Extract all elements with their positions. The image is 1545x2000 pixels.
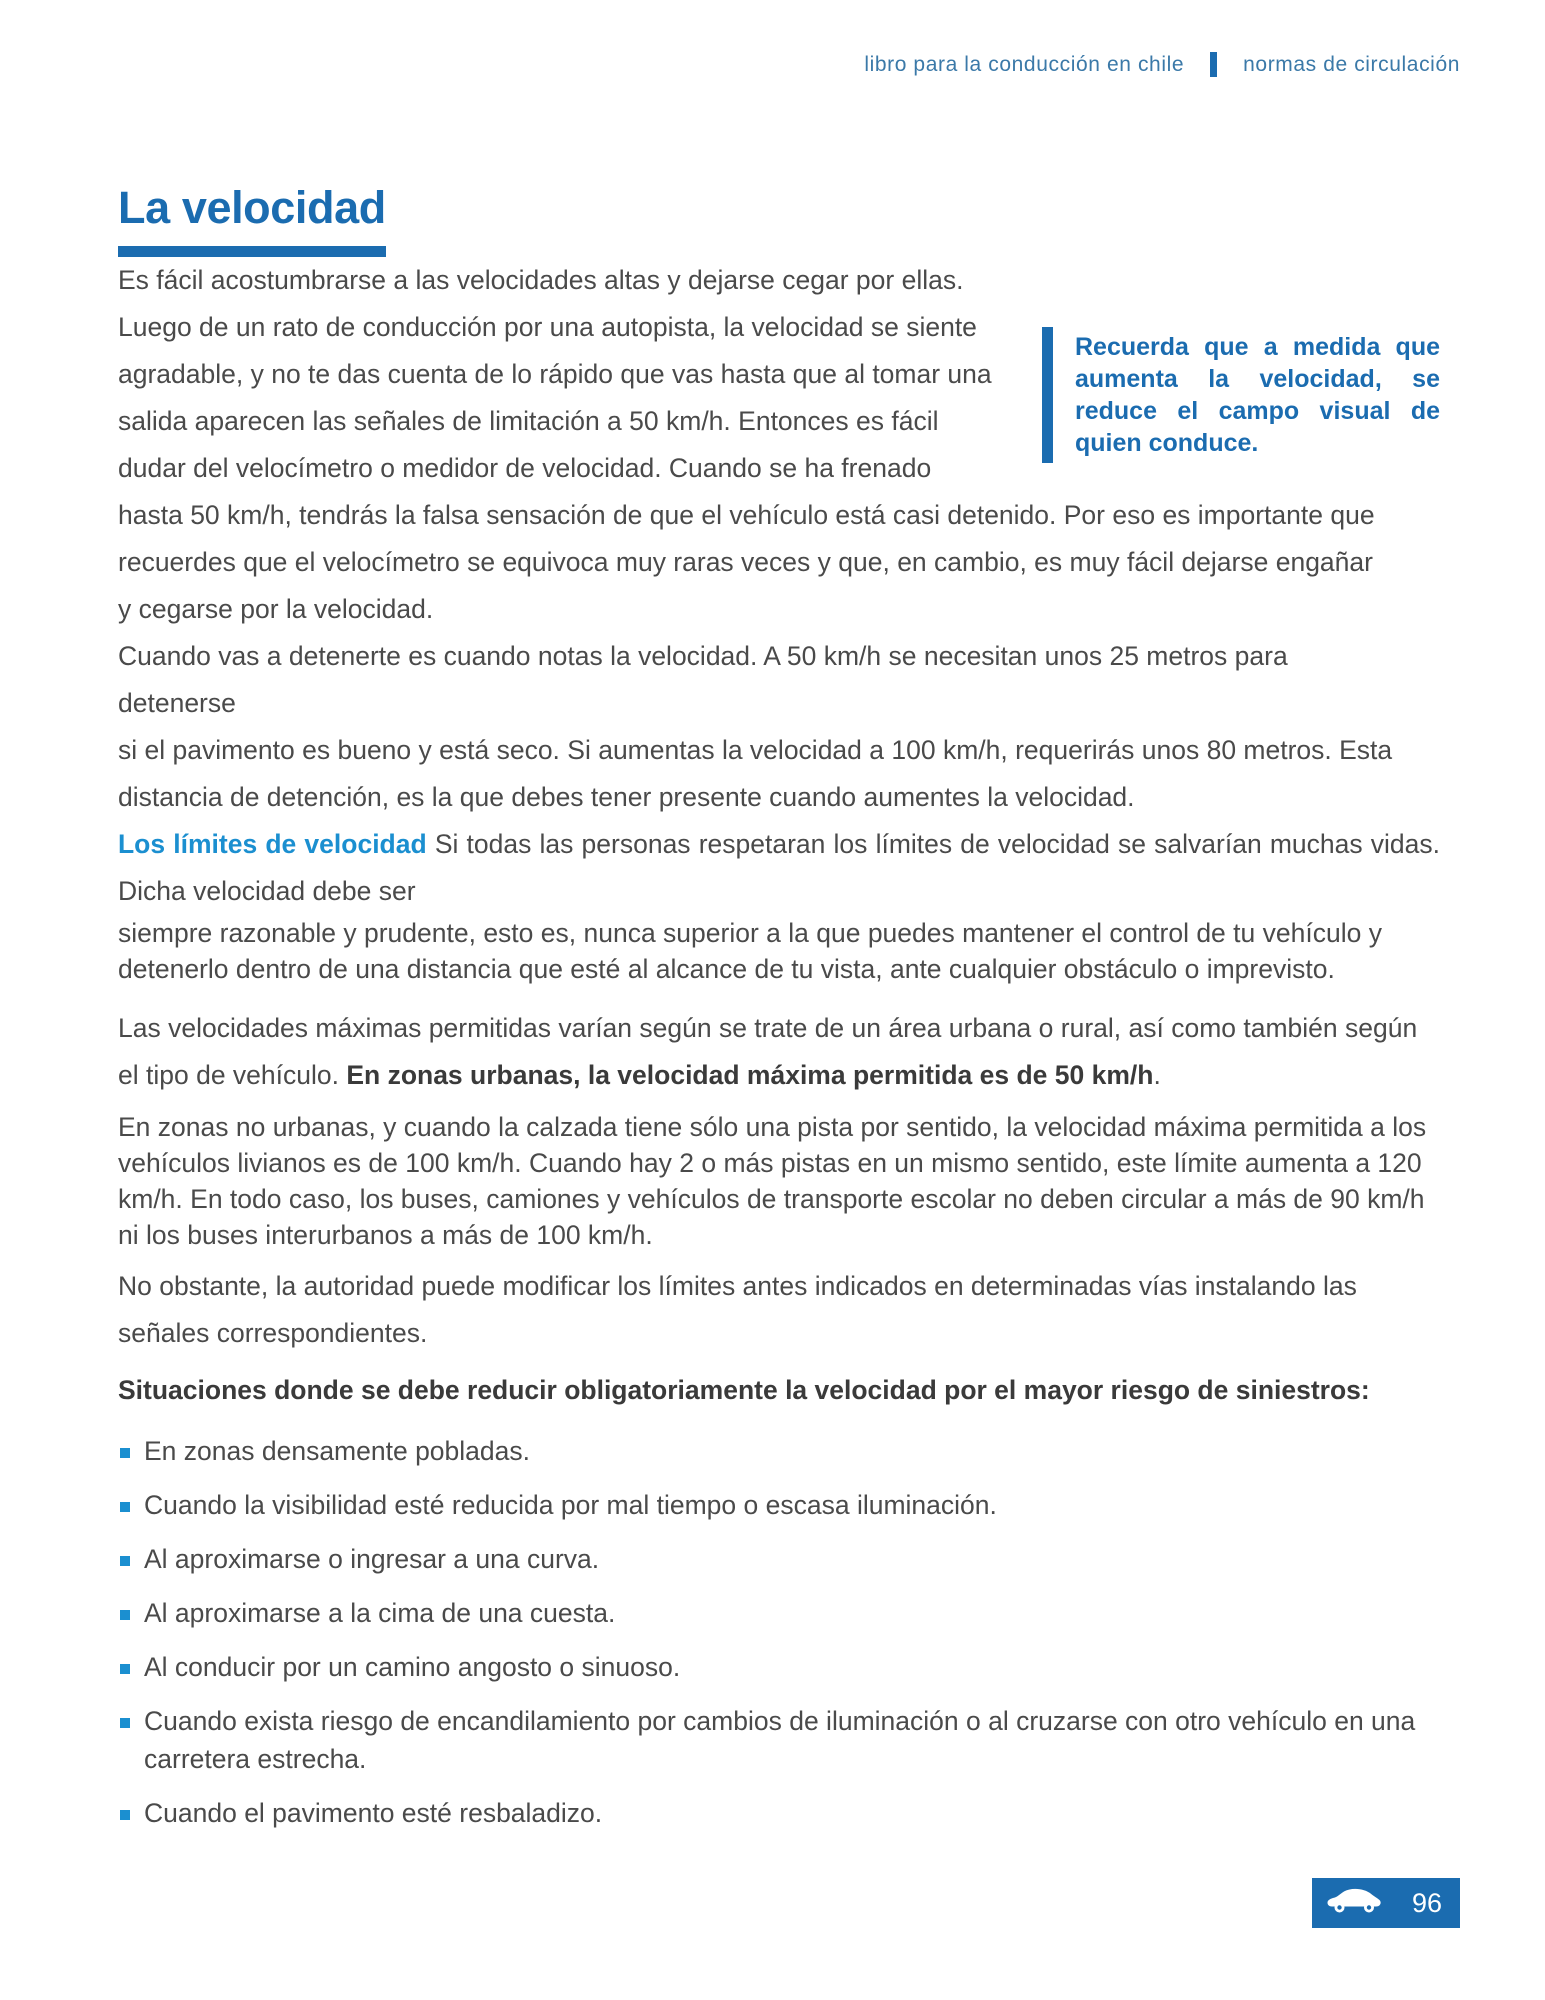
list-item-label: Al conducir por un camino angosto o sinuoso. (144, 1652, 681, 1682)
bullet-square-icon (120, 1610, 130, 1620)
paragraph-2: hasta 50 km/h, tendrás la falsa sensación de que el vehículo está casi detenido. Por eso es importante que recuerdes que el velocímetro se equivoca muy raras veces y que, en cambio, es muy fácil dejarse engañar (118, 500, 1375, 577)
list-item (118, 1594, 1440, 1632)
list-item-label: Cuando el pavimento esté resbaladizo. (144, 1798, 603, 1828)
paragraph-4: Cuando vas a detenerte es cuando notas la velocidad. A 50 km/h se necesitan unos 25 metros para (118, 641, 1288, 671)
callout-text: Recuerda que a medida que aumenta la velocidad, se reduce el campo visual de quien conduce. (1075, 333, 1440, 457)
paragraph-5: detenerse (118, 688, 236, 718)
paragraph-10: En zonas no urbanas, y cuando la calzada tiene sólo una pista por sentido, la velocidad máxima permitida a los vehículos livianos es de 100 km/h. Cuando hay 2 o más pistas en un mismo sentido, este límite aumenta a 120 km/h. En todo caso, los buses, camiones y vehículos de transporte escolar no deben circular a más de 90 km/h ni los buses interurbanos a más de 100 km/h. (118, 1112, 1427, 1250)
paragraph-12-heading (118, 1367, 1440, 1414)
callout-box (1042, 327, 1440, 463)
bullet-square-icon (120, 1664, 130, 1674)
bullet-square-icon (120, 1502, 130, 1512)
running-header-right: normas de circulación (1243, 52, 1460, 76)
paragraph-7-body: Si todas las personas respetaran los límites de velocidad se salvarían muchas vidas. Dicha velocidad debe ser (118, 829, 1440, 906)
bullet-square-icon (120, 1810, 130, 1820)
page-number-badge (1312, 1878, 1460, 1928)
list-item (118, 1540, 1440, 1578)
list-item-label: Cuando la visibilidad esté reducida por mal tiempo o escasa iluminación. (144, 1490, 997, 1520)
list-item (118, 1702, 1440, 1778)
page-title: La velocidad (118, 182, 386, 233)
title-underline-rule (118, 246, 386, 257)
vertical-bar-icon (1210, 52, 1217, 77)
paragraph-9-bold: En zonas urbanas, la velocidad máxima permitida es de 50 km/h (346, 1060, 1154, 1090)
paragraph-9 (118, 1005, 1440, 1099)
bullet-square-icon (120, 1448, 130, 1458)
paragraph-7-lead-in: Los límites de velocidad (118, 829, 427, 859)
page-number: 96 (1411, 1887, 1442, 1918)
intro-block (118, 257, 1440, 492)
list-item (118, 1486, 1440, 1524)
paragraph-8: siempre razonable y prudente, esto es, nunca superior a la que puedes mantener el control de tu vehículo y detenerlo dentro de una distancia que esté al alcance de tu vista, ante cualquier obstáculo o imprevisto. (118, 918, 1382, 984)
list-item-label: En zonas densamente pobladas. (144, 1436, 530, 1466)
paragraph-9-post: . (1153, 1060, 1161, 1090)
list-item (118, 1794, 1440, 1832)
paragraph-6: si el pavimento es bueno y está seco. Si aumentas la velocidad a 100 km/h, requerirás unos 80 metros. Esta distancia de detención, es la que debes tener presente cuando aumentes la velocidad. (118, 735, 1393, 812)
bullet-square-icon (120, 1718, 130, 1728)
list-item (118, 1648, 1440, 1686)
paragraph-7 (118, 821, 1440, 915)
bullet-square-icon (120, 1556, 130, 1566)
paragraph-9-pre: Las velocidades máximas permitidas varían según se trate de un área urbana o rural, así como también según el tipo de vehículo. (118, 1013, 1418, 1090)
paragraph-3: y cegarse por la velocidad. (118, 594, 434, 624)
speed-reduction-list (118, 1432, 1440, 1832)
paragraph-1: Es fácil acostumbrarse a las velocidades altas y dejarse cegar por ellas. Luego de un rato de conducción por una autopista, la velocidad se siente agradable, y no te das cuenta de lo rápido que vas hasta que al tomar una salida aparecen las señales de limitación a 50 km/h. Entonces es fácil dudar del velocímetro o medidor de velocidad. Cuando se ha frenado (118, 265, 992, 483)
running-header (864, 52, 1460, 77)
paragraph-11: No obstante, la autoridad puede modificar los límites antes indicados en determinadas vías instalando las señales correspondientes. (118, 1271, 1357, 1348)
list-item-label: Al aproximarse a la cima de una cuesta. (144, 1598, 616, 1628)
list-item (118, 1432, 1440, 1470)
car-icon (1326, 1888, 1382, 1919)
list-item-label: Al aproximarse o ingresar a una curva. (144, 1544, 600, 1574)
list-intro-bold: Situaciones donde se debe reducir obligatoriamente la velocidad por el mayor riesgo de siniestros: (118, 1375, 1370, 1405)
list-item-label: Cuando exista riesgo de encandilamiento por cambios de iluminación o al cruzarse con otro vehículo en una carretera estrecha. (144, 1706, 1416, 1774)
article-content (118, 182, 1440, 1848)
running-header-left: libro para la conducción en chile (864, 52, 1185, 76)
